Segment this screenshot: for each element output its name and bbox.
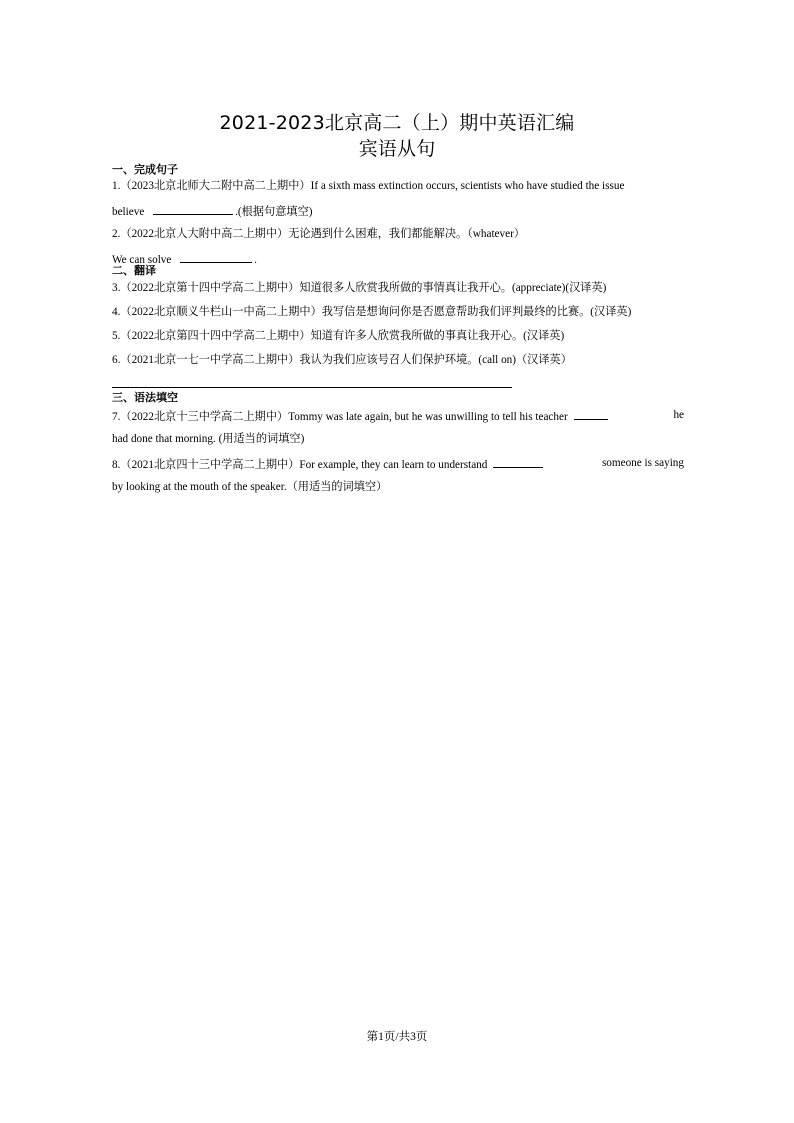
question-4-text: 我写信是想询问你是否愿意帮助我们评判最终的比赛。(汉译英) (321, 306, 632, 318)
question-2-line-1 (112, 227, 684, 241)
question-4-source: （2022北京顺义牛栏山一中高二上期中） (120, 306, 322, 318)
question-7-line-2 (112, 432, 684, 446)
question-6-text: 我认为我们应该号召人们保护环境。(call on)（汉译英） (299, 354, 572, 366)
question-3-number: 3. (112, 282, 121, 294)
question-7-answer-blank[interactable] (574, 408, 608, 420)
document-title: 2021-2023北京高二（上）期中英语汇编 (219, 112, 575, 134)
question-8-line-1 (112, 456, 684, 472)
question-3-line (112, 281, 684, 295)
question-2-number: 2. (112, 228, 121, 240)
question-5-source: （2022北京第四十四中学高二上期中） (120, 330, 311, 342)
question-2-line-2 (112, 251, 684, 267)
question-1-text-continued: believe (112, 206, 145, 218)
question-1-text: If a sixth mass extinction occurs, scientists who have studied the issue (310, 180, 625, 192)
question-7-text-after-blank: he (673, 409, 684, 421)
question-6-answer-line[interactable] (112, 387, 512, 388)
page-number-footer: 第1页/共3页 (366, 1031, 428, 1043)
question-6-line (112, 353, 684, 367)
question-8-answer-blank[interactable] (493, 456, 543, 468)
question-5-line (112, 329, 684, 343)
question-1-number: 1. (112, 180, 121, 192)
question-8-text: For example, they can learn to understand (299, 459, 488, 471)
question-8-text-continued: by looking at the mouth of the speaker.（用适当的词填空） (112, 481, 388, 493)
section-heading-grammar-fill: 三、语法填空 (112, 391, 178, 404)
question-3-text: 知道很多人欣赏我所做的事情真让我开心。(appreciate)(汉译英) (299, 282, 607, 294)
question-7-text-continued: had done that morning. (用适当的词填空) (112, 433, 305, 445)
question-3-source: （2022北京第十四中学高二上期中） (120, 282, 300, 294)
question-2-answer-suffix: . (254, 254, 257, 266)
question-5-number: 5. (112, 330, 121, 342)
question-2-answer-prefix: We can solve (112, 254, 172, 266)
question-5-text: 知道有许多人欣赏我所做的事真让我开心。(汉译英) (310, 330, 565, 342)
question-1-answer-blank[interactable] (153, 203, 233, 215)
question-1-line-1 (112, 179, 684, 193)
question-1-source: （2023北京北师大二附中高二上期中） (120, 180, 311, 192)
question-6-number: 6. (112, 354, 121, 366)
question-8-line-2 (112, 480, 684, 494)
question-7-source: （2022北京十三中学高二上期中） (120, 411, 289, 423)
question-7-number: 7. (112, 411, 121, 423)
question-8-number: 8. (112, 459, 121, 471)
question-4-line (112, 305, 684, 319)
question-1-hint: .(根据句意填空) (235, 206, 313, 218)
question-4-number: 4. (112, 306, 121, 318)
question-2-answer-blank[interactable] (180, 251, 252, 263)
question-7-line-1 (112, 408, 684, 424)
question-6-source: （2021北京一七一中学高二上期中） (120, 354, 300, 366)
question-1-line-2 (112, 203, 684, 219)
document-subtitle: 宾语从句 (358, 138, 436, 160)
question-8-text-after-blank: someone is saying (601, 457, 684, 469)
question-8-source: （2021北京四十三中学高二上期中） (120, 459, 300, 471)
question-2-text: 无论遇到什么困难，我们都能解决。（whatever） (288, 228, 525, 240)
question-7-text: Tommy was late again, but he was unwilling to tell his teacher (288, 411, 568, 423)
section-heading-complete-sentences: 一、完成句子 (112, 163, 178, 176)
section-heading-translation: 二、翻译 (112, 264, 156, 277)
question-2-source: （2022北京人大附中高二上期中） (120, 228, 289, 240)
